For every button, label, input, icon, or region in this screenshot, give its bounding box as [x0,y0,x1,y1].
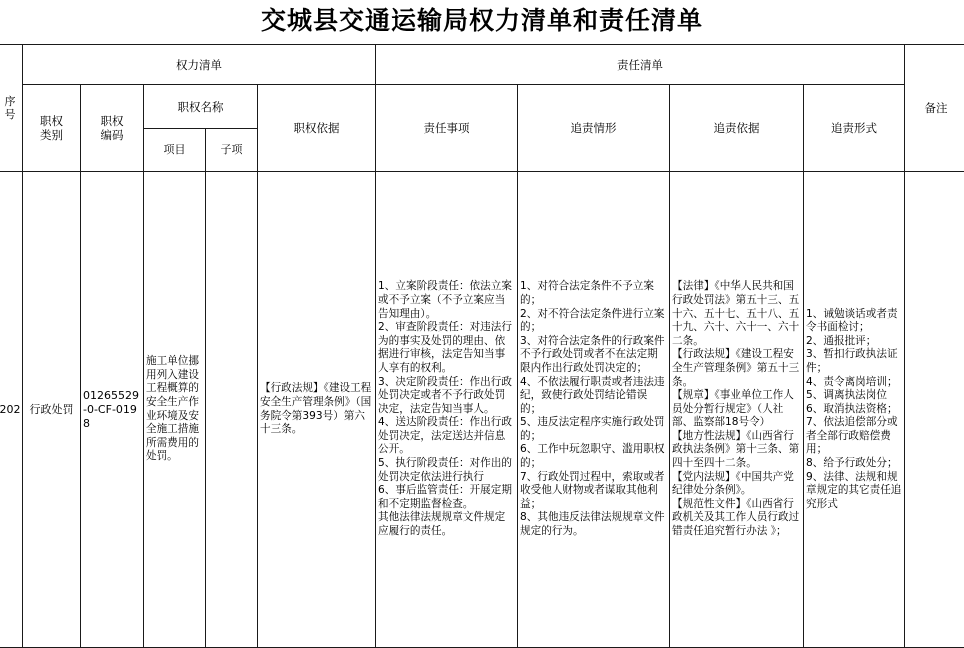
header-remarks: 备注 [905,45,964,172]
row-accountability: 1、对符合法定条件不予立案的； 2、对不符合法定条件进行立案的； 3、对符合法定条件的行政案件不予行政处罚或者不在法定期限内作出行政处罚决定的； 4、不依法履行职责或者违法违纪，致使行政处罚结论错误的； 5、违反法定程序实施行政处罚的； 6、工作中玩忽职守、滥用职权的； 7、行政处罚过程中，索取或者收受他人财物或者谋取其他利益； 8、其他违反法律法规规章文件规定的行为。 [518,172,670,648]
header-item: 项目 [144,129,206,172]
header-category: 职权 类别 [23,85,81,172]
header-duty: 责任事项 [376,85,518,172]
row-code: 01265529-0-CF-0198 [81,172,144,648]
document-title: 交城县交通运输局权力清单和责任清单 [260,6,703,35]
header-code: 职权 编码 [81,85,144,172]
row-accountability-basis: 【法律】《中华人民共和国行政处罚法》第五十三、五十六、五十七、五十八、五十九、六十、六十一、六十二条。 【行政法规】《建设工程安全生产管理条例》第五十三条。 【规章】《事业单位工作人员处分暂行规定》（人社部、监察部18号令） 【地方性法规】《山西省行政执法条例》第十三条、第四十至四十二条。 【党内法规】《中国共产党纪律处分条例》。 【规范性文件】《山西省行政机关及其工作人员行政过错责任追究暂行办法 》； [670,172,804,648]
row-duty: 1、立案阶段责任：依法立案或不予立案（不予立案应当告知理由）。 2、审查阶段责任：对违法行为的事实及处罚的理由、依据进行审核，法定告知当事人享有的权利。 3、决定阶段责任：作出行政处罚决定或者不予行政处罚决定，法定告知当事人。 4、送达阶段责任：作出行政处罚决定，法定送达并信息公开。 5、执行阶段责任：对作出的处罚决定依法进行执行 6、事后监管责任：开展定期和不定期监督检查。 其他法律法规规章文件规定应履行的责任。 [376,172,518,648]
header-basis: 职权依据 [258,85,376,172]
row-accountability-form: 1、诫勉谈话或者责令书面检讨； 2、通报批评； 3、暂扣行政执法证件； 4、责令离岗培训； 5、调离执法岗位 6、取消执法资格； 7、依法追偿部分或者全部行政赔偿费用； 8、给予行政处分； 9、法律、法规和规章规定的其它责任追究形式 [804,172,905,648]
header-power-list: 权力清单 [23,45,376,85]
header-accountability-form: 追责形式 [804,85,905,172]
row-basis: 【行政法规】《建设工程安全生产管理条例》（国务院令第393号）第六十三条。 [258,172,376,648]
row-item: 施工单位挪用列入建设工程概算的安全生产作业环境及安全施工措施所需费用的处罚。 [144,172,206,648]
header-accountability-basis: 追责依据 [670,85,804,172]
row-seq: 202 [0,172,23,648]
header-subitem: 子项 [206,129,258,172]
power-responsibility-table [0,44,964,648]
header-seq: 序 号 [0,45,23,172]
table-row [0,172,964,648]
row-subitem [206,172,258,648]
header-responsibility-list: 责任清单 [376,45,905,85]
header-name: 职权名称 [144,85,258,129]
row-remarks [905,172,964,648]
header-accountability: 追责情形 [518,85,670,172]
row-category: 行政处罚 [23,172,81,648]
